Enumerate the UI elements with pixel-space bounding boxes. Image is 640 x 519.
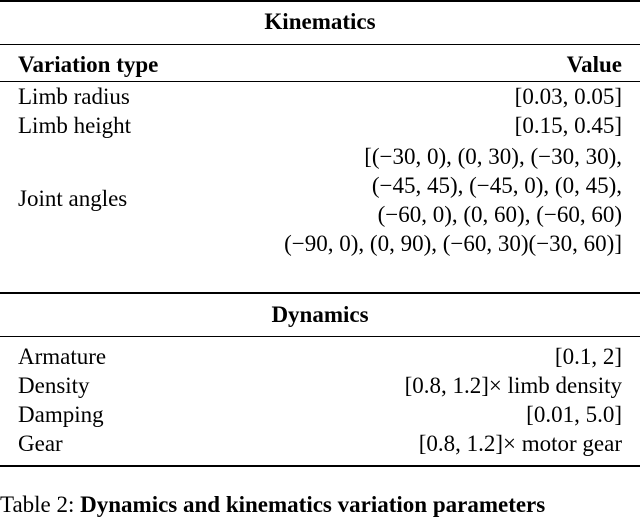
- table-row-armature: [18, 342, 622, 371]
- table-row-gear: [18, 429, 622, 458]
- table-row-damping: [18, 400, 622, 429]
- table-row-density: [18, 371, 622, 400]
- kinematics-header-row: [18, 50, 622, 79]
- joint-angles-line-2: (−45, 45), (−45, 0), (0, 45),: [371, 173, 622, 198]
- damping-value: [0.01, 5.0]: [526, 402, 622, 427]
- dynamics-title-rule: [0, 336, 640, 337]
- joint-angles-line-1: [(−30, 0), (0, 30), (−30, 30),: [364, 144, 622, 169]
- damping-label: Damping: [18, 402, 104, 427]
- gear-value: [0.8, 1.2]× motor gear: [418, 431, 622, 456]
- density-value: [0.8, 1.2]× limb density: [404, 373, 622, 398]
- limb-height-label: Limb height: [18, 113, 132, 138]
- caption-prefix: Table 2:: [0, 492, 81, 517]
- density-label: Density: [18, 373, 90, 398]
- top-rule: [0, 0, 640, 2]
- bottom-rule: [0, 465, 640, 467]
- table-row-limb-height: [18, 111, 622, 140]
- table-row-limb-radius: [18, 82, 622, 111]
- joint-angles-label: Joint angles: [18, 186, 128, 211]
- kinematics-title: Kinematics: [264, 9, 376, 34]
- joint-angles-line-4: (−90, 0), (0, 90), (−60, 30)(−30, 60)]: [284, 231, 622, 256]
- limb-radius-value: [0.03, 0.05]: [514, 84, 622, 109]
- table-caption: [0, 490, 545, 519]
- armature-value: [0.1, 2]: [554, 344, 622, 369]
- value-header: Value: [566, 52, 622, 77]
- caption-title: Dynamics and kinematics variation parameters: [80, 492, 546, 517]
- limb-radius-label: Limb radius: [18, 84, 130, 109]
- dynamics-title: Dynamics: [271, 302, 369, 327]
- variation-type-header: Variation type: [18, 52, 159, 77]
- gear-label: Gear: [18, 431, 63, 456]
- armature-label: Armature: [18, 344, 107, 369]
- kinematics-title-rule: [0, 44, 640, 45]
- joint-angles-line-3: (−60, 0), (0, 60), (−60, 60): [377, 202, 622, 227]
- limb-height-value: [0.15, 0.45]: [514, 113, 622, 138]
- kinematics-bottom-rule: [0, 292, 640, 294]
- joint-angles-values: [284, 142, 622, 258]
